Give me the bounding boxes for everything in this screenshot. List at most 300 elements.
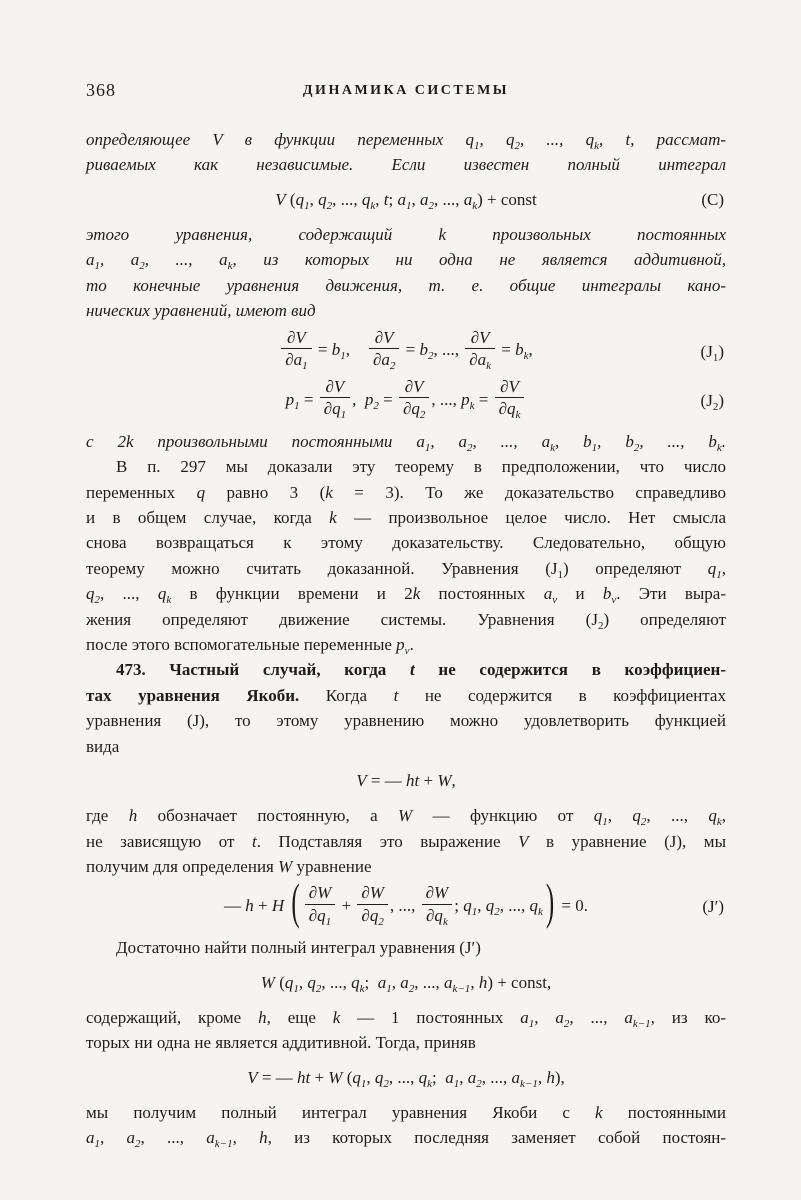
text-run: обозначает постоянную, а — [137, 806, 399, 826]
text-run: равно 3 ( — [205, 482, 326, 502]
subscript: k — [594, 140, 600, 152]
text-line — [86, 708, 726, 733]
equation-body — [260, 972, 552, 995]
text-run: h — [245, 896, 254, 916]
text-run: $q_k$ — [418, 1067, 433, 1090]
text-run: $b_2$ — [419, 340, 434, 363]
text-run: , — [599, 130, 626, 149]
text-run: $p_k$ — [461, 389, 475, 412]
text-run: $a_1$ — [445, 1067, 460, 1090]
text-run: k — [412, 584, 421, 604]
fraction-numerator: ∂V — [281, 328, 311, 350]
text-run: $q_k$ — [585, 130, 600, 152]
text-run: . Подставляя это выражение — [256, 831, 519, 851]
text-run: $q_1$ — [295, 189, 310, 212]
text-run: $a_k$ — [541, 431, 555, 454]
text-run: h — [546, 1067, 555, 1087]
text-run: . — [721, 431, 727, 451]
text-run: , — [345, 340, 367, 360]
text-run: в функции времени и 2 — [171, 584, 413, 604]
text-run: , ..., — [140, 1128, 207, 1148]
text-run: , ..., — [389, 896, 420, 916]
running-title: ДИНАМИКА СИСТЕМЫ — [302, 83, 510, 98]
subscript: 1 — [360, 1077, 367, 1090]
text-run: , — [100, 250, 131, 270]
text-line — [86, 429, 726, 454]
text-line — [86, 1030, 726, 1055]
subscript: 2 — [383, 1077, 389, 1090]
text-line — [86, 657, 726, 682]
subscript: 2 — [640, 816, 647, 829]
text-run: $q_1$ — [284, 972, 299, 995]
subscript: 1 — [453, 1077, 460, 1090]
text-run: = — [497, 340, 516, 360]
text-line — [86, 1125, 726, 1150]
text-run: $q_1$ — [707, 558, 722, 581]
fraction-numerator: ∂V — [369, 328, 399, 350]
text-line — [86, 581, 726, 606]
text-run: , — [430, 431, 459, 451]
text-run: V — [247, 1067, 258, 1087]
text-run: $a_1$ — [86, 1128, 100, 1151]
subscript: 2 — [428, 199, 434, 212]
text-run: содержащий, кроме — [86, 1007, 259, 1027]
text-run: $q_1$ — [463, 896, 478, 919]
text-line — [86, 127, 726, 152]
subscript: k — [166, 594, 172, 607]
text-run: вида — [86, 736, 120, 756]
fraction-denominator: $\partial q_2$ — [361, 905, 384, 928]
text-run: V — [275, 189, 286, 209]
subscript: 1 — [340, 350, 346, 363]
text-run: ) + const, — [487, 972, 552, 992]
text-run: . Эти выра- — [616, 584, 727, 604]
text-run: — — [223, 896, 246, 916]
fraction — [357, 883, 388, 928]
text-run: $b_2$ — [625, 431, 640, 454]
text-run: произвольных постоянных — [446, 224, 726, 244]
subscript: 1 — [294, 399, 300, 412]
text-run: постоянных — [420, 584, 544, 604]
text-run: ) — [718, 390, 724, 410]
subscript: 2 — [378, 915, 384, 928]
text-run: t — [252, 831, 257, 851]
text-run: ) определяют — [603, 609, 726, 629]
subscript: ν — [611, 594, 617, 607]
page-content — [86, 127, 726, 1151]
text-run: , — [554, 431, 584, 451]
page-header — [86, 80, 726, 104]
text-run: $b_k$ — [515, 340, 529, 363]
text-run: получим для определения — [86, 856, 279, 876]
big-paren: ) — [545, 875, 555, 930]
formula-J-prime — [86, 875, 726, 930]
text-run: , ..., — [321, 972, 352, 992]
text-run: ( — [285, 189, 296, 209]
text-line — [86, 273, 726, 298]
subscript: k — [550, 441, 555, 454]
text-run: $q_1$ — [593, 806, 608, 829]
subscript: k — [486, 360, 492, 373]
text-run: + — [337, 896, 356, 916]
fraction-denominator: $\partial q_k$ — [498, 399, 521, 422]
text-run: — произвольное целое число. Нет смысла — [336, 507, 726, 527]
text-run: Когда — [325, 685, 394, 705]
text-line — [86, 734, 726, 759]
subscript: k — [472, 199, 478, 212]
equation-tag — [701, 341, 724, 363]
formula-W-integral — [86, 972, 726, 994]
text-run: не содержится в коэффициен- — [414, 660, 726, 680]
formula-J1 — [86, 327, 726, 373]
text-line — [86, 683, 726, 708]
text-line — [86, 935, 726, 960]
subscript: 1 — [474, 140, 480, 152]
subscript: 2 — [389, 360, 396, 373]
text-run: ( — [342, 1067, 353, 1087]
text-run: k — [325, 482, 333, 502]
fraction — [369, 327, 399, 373]
subscript: 1 — [94, 260, 100, 273]
text-run: , — [528, 340, 533, 360]
text-run: , из ко- — [650, 1007, 727, 1027]
text-run: ; — [388, 189, 398, 209]
text-run: , ..., — [144, 250, 220, 270]
text-run: = — [378, 389, 397, 409]
text-run: $a_{k-1}$ — [206, 1128, 233, 1151]
fraction-numerator: ∂V — [465, 328, 495, 350]
subscript: k−1 — [520, 1077, 538, 1090]
subscript: 1 — [94, 1138, 100, 1151]
fraction-numerator: ∂W — [422, 883, 453, 905]
text-run: q — [196, 482, 206, 502]
subscript: k — [537, 906, 543, 919]
text-run: , — [366, 1067, 375, 1087]
fraction-denominator: $\partial q_1$ — [323, 399, 347, 422]
subscript: 2 — [514, 140, 520, 152]
subscript: k — [515, 409, 521, 422]
subscript: 2 — [419, 409, 426, 422]
text-run: уравнения (J), то этому уравнению можно удовлетворить функцией — [86, 711, 726, 731]
subscript: 2 — [135, 1138, 141, 1151]
text-run: = — [474, 389, 493, 409]
text-line — [86, 1005, 726, 1030]
text-run: $q_2$ — [485, 896, 500, 919]
subscript: 1 — [716, 568, 722, 581]
subscript: k — [370, 199, 376, 212]
formula-C — [86, 189, 726, 211]
text-run: не зависящую от — [86, 831, 253, 851]
text-run: , — [597, 431, 626, 451]
text-run: этого уравнения, содержащий — [86, 224, 439, 244]
text-run: и — [557, 584, 603, 604]
subscript: 2 — [139, 260, 145, 273]
text-run: $q_2$ — [505, 130, 520, 152]
text-run: , — [298, 972, 308, 992]
subscript: 1 — [602, 816, 608, 829]
text-run: риваемых как независимые. Если известен полный интеграл — [86, 155, 726, 175]
text-run: , — [470, 972, 479, 992]
text-run: (J — [700, 341, 713, 361]
text-run: , — [534, 1007, 556, 1027]
text-run: , — [375, 189, 384, 209]
fraction — [281, 327, 311, 373]
text-run: = 3). То же доказательство справедливо — [332, 482, 726, 502]
subscript: 2 — [476, 1077, 482, 1090]
text-run: , — [411, 189, 420, 209]
formula-J2 — [86, 376, 726, 422]
subscript: 2 — [326, 199, 333, 212]
text-run: = — [401, 340, 420, 360]
fraction — [399, 376, 429, 422]
text-run: в функции переменных — [222, 130, 466, 149]
text-run: + — [419, 771, 438, 790]
text-line — [86, 1100, 726, 1125]
text-run: — функцию от — [412, 806, 594, 826]
subscript: 2 — [563, 1017, 570, 1030]
text-run: ; — [432, 1067, 446, 1087]
paragraph-where-h — [86, 803, 726, 879]
subscript: 2 — [373, 399, 379, 412]
text-run: тах уравнения Якоби. — [86, 685, 326, 705]
text-run: $q_1$ — [465, 130, 480, 152]
text-run: $p_\nu$ — [396, 634, 410, 657]
text-run: $a_2$ — [400, 972, 415, 995]
fraction — [305, 883, 336, 928]
text-run: , ..., — [519, 130, 586, 149]
text-run: $a_2$ — [130, 250, 145, 273]
text-run: ; — [364, 972, 378, 992]
text-run: $a_1$ — [520, 1007, 535, 1030]
equation-tag — [701, 189, 724, 211]
text-run: k — [595, 1102, 603, 1122]
subscript: 2 — [712, 400, 719, 413]
text-line — [86, 632, 726, 657]
text-run: и в общем случае, когда — [86, 507, 330, 527]
text-run: (J′) — [702, 897, 724, 917]
text-run: $p_2$ — [364, 389, 379, 412]
text-line — [86, 607, 726, 632]
text-run: ht — [296, 1067, 311, 1087]
subscript: 1 — [340, 409, 347, 422]
subscript: 1 — [591, 441, 598, 454]
text-run — [284, 896, 288, 915]
formula-V-full — [86, 1067, 726, 1089]
text-run: в уравнение (J), мы — [528, 831, 726, 851]
text-run: , — [232, 1128, 260, 1148]
equation-tag — [701, 390, 724, 412]
text-run: V — [518, 831, 529, 851]
text-run: , ..., — [100, 584, 158, 604]
text-run: , — [100, 1128, 127, 1148]
big-paren: ( — [291, 875, 300, 930]
paragraph-containing — [86, 1005, 726, 1056]
fraction — [495, 376, 525, 422]
text-line — [86, 530, 726, 555]
fraction-denominator: $\partial a_k$ — [469, 350, 492, 373]
text-run: ) + const — [477, 189, 537, 209]
fraction-denominator: $\partial q_k$ — [426, 905, 448, 928]
equation-body — [223, 875, 589, 930]
text-run: (C) — [701, 189, 724, 209]
fraction — [320, 376, 350, 422]
text-run: , — [451, 771, 456, 790]
text-run: h — [478, 972, 488, 992]
fraction-numerator: ∂V — [320, 377, 350, 399]
text-run: t — [383, 189, 389, 209]
text-run: $q_2$ — [318, 189, 333, 212]
text-run: $a_{k-1}$ — [444, 972, 471, 995]
text-run: , ..., — [639, 431, 709, 451]
subscript: k−1 — [214, 1138, 233, 1151]
text-run: W — [278, 856, 293, 876]
subscript: 1 — [528, 1017, 535, 1030]
page-number: 368 — [86, 80, 116, 100]
text-run: , рассмат- — [630, 130, 727, 149]
subscript: 2 — [466, 441, 473, 454]
fraction-denominator: $\partial q_2$ — [402, 399, 426, 422]
text-run: $a_k$ — [463, 189, 478, 212]
text-run: , из которых ни одна не является аддитивной, — [232, 250, 727, 270]
text-run: h — [128, 806, 138, 826]
text-run: = — [299, 389, 318, 409]
line-2k-constants — [86, 429, 726, 454]
text-line — [86, 854, 726, 879]
equation-body — [247, 1067, 565, 1090]
subscript: 2 — [633, 441, 640, 454]
text-run: V — [356, 771, 367, 790]
equation-body — [279, 327, 533, 373]
subscript: 1 — [302, 360, 308, 373]
text-run: W — [328, 1067, 343, 1087]
text-run: где — [86, 806, 129, 826]
text-run: , — [391, 972, 401, 992]
text-run: , — [477, 896, 486, 916]
text-run: $q_2$ — [86, 584, 100, 607]
text-run: , ..., — [414, 972, 444, 992]
text-run: постоянными — [602, 1102, 726, 1122]
fraction-numerator: ∂V — [495, 377, 525, 399]
text-run: $q_2$ — [374, 1067, 389, 1090]
subscript: 2 — [408, 982, 415, 995]
text-run: ( — [274, 972, 285, 992]
text-run: + — [253, 896, 272, 916]
subscript: 1 — [405, 199, 412, 212]
text-run: $p_1$ — [285, 389, 300, 412]
text-run: $a_1$ — [86, 250, 100, 273]
text-run: , из которых последняя заменяет собой постоян- — [267, 1128, 727, 1148]
paragraph-final — [86, 1100, 726, 1151]
text-line — [86, 152, 726, 177]
fraction-denominator: $\partial q_1$ — [308, 905, 332, 928]
text-run: = — — [257, 1067, 297, 1087]
text-run: , — [479, 130, 506, 149]
subscript: k — [427, 1077, 433, 1090]
fraction — [422, 883, 453, 928]
subscript: 1 — [557, 568, 563, 581]
text-run: (J — [700, 390, 713, 410]
text-run: $q_2$ — [307, 972, 322, 995]
subscript: 1 — [325, 915, 332, 928]
text-run: t — [409, 660, 415, 680]
text-run: , ..., — [646, 806, 709, 826]
text-run: ht — [405, 771, 420, 790]
text-run: , ..., — [499, 896, 530, 916]
text-run: k — [438, 224, 447, 244]
subscript: k — [469, 399, 475, 412]
subscript: k — [359, 982, 365, 995]
subscript: 2 — [94, 594, 100, 607]
text-run: $b_k$ — [708, 431, 722, 454]
text-run: ) — [718, 341, 724, 361]
text-run: $b_\nu$ — [602, 584, 617, 607]
text-run: , ..., — [433, 340, 464, 360]
paragraph-proof — [86, 454, 726, 657]
text-run: то конечные уравнения движения, т. е. общие интегралы кано- — [86, 275, 726, 295]
text-run: t — [625, 130, 631, 149]
subscript: 1 — [386, 982, 392, 995]
text-run: , ..., — [388, 1067, 419, 1087]
text-run: . — [409, 634, 414, 654]
text-run: ; — [454, 896, 464, 916]
text-run: уравнение — [292, 856, 372, 876]
text-run: , — [721, 806, 727, 826]
text-run: $q_2$ — [632, 806, 647, 829]
text-run: определяющее — [86, 130, 213, 149]
text-run: , еще — [266, 1007, 333, 1027]
text-run: t — [393, 685, 399, 705]
paragraph-sufficient — [86, 935, 726, 960]
text-run: $a_1$ — [377, 972, 392, 995]
text-run: , ..., — [569, 1007, 625, 1027]
text-run: переменных — [86, 482, 197, 502]
subscript: 2 — [494, 906, 500, 919]
text-run: + — [310, 1067, 329, 1087]
text-run: h — [258, 1007, 267, 1027]
text-run: теорему можно считать доказанной. Уравнения (J — [86, 558, 558, 578]
text-run: $a_\nu$ — [543, 584, 558, 607]
text-run: $a_1$ — [416, 431, 431, 454]
text-line — [86, 247, 726, 272]
text-run: жения определяют движение системы. Уравнения (J — [86, 609, 598, 629]
text-run: В п. 297 мы доказали эту теорему в предположении, что число — [116, 457, 726, 477]
text-run: = — [313, 340, 332, 360]
subscript: 1 — [471, 906, 478, 919]
text-run: Достаточно найти полный интеграл уравнения (J′) — [116, 938, 481, 958]
text-run: , — [721, 558, 726, 578]
subscript: 1 — [424, 441, 431, 454]
text-run: снова возвращаться к этому доказательству. Следовательно, общую — [86, 533, 726, 553]
subscript: k — [442, 915, 448, 928]
text-run: H — [271, 896, 285, 916]
text-run: $a_{k-1}$ — [511, 1067, 538, 1090]
subscript: k — [716, 816, 722, 829]
text-run: h — [259, 1128, 268, 1148]
text-run: $b_1$ — [331, 340, 346, 363]
text-line — [86, 480, 726, 505]
paragraph-equation-constants — [86, 222, 726, 324]
text-run: , — [352, 389, 365, 409]
subscript: 2 — [597, 619, 604, 632]
text-run: $q_k$ — [708, 806, 722, 829]
text-run: W — [398, 806, 413, 826]
text-run: , ..., — [332, 189, 362, 209]
text-run: нических уравнений, имеют вид — [86, 301, 316, 321]
text-line — [86, 556, 726, 581]
text-run: $q_k$ — [351, 972, 365, 995]
text-run: $a_2$ — [419, 189, 434, 212]
text-line — [86, 298, 726, 323]
